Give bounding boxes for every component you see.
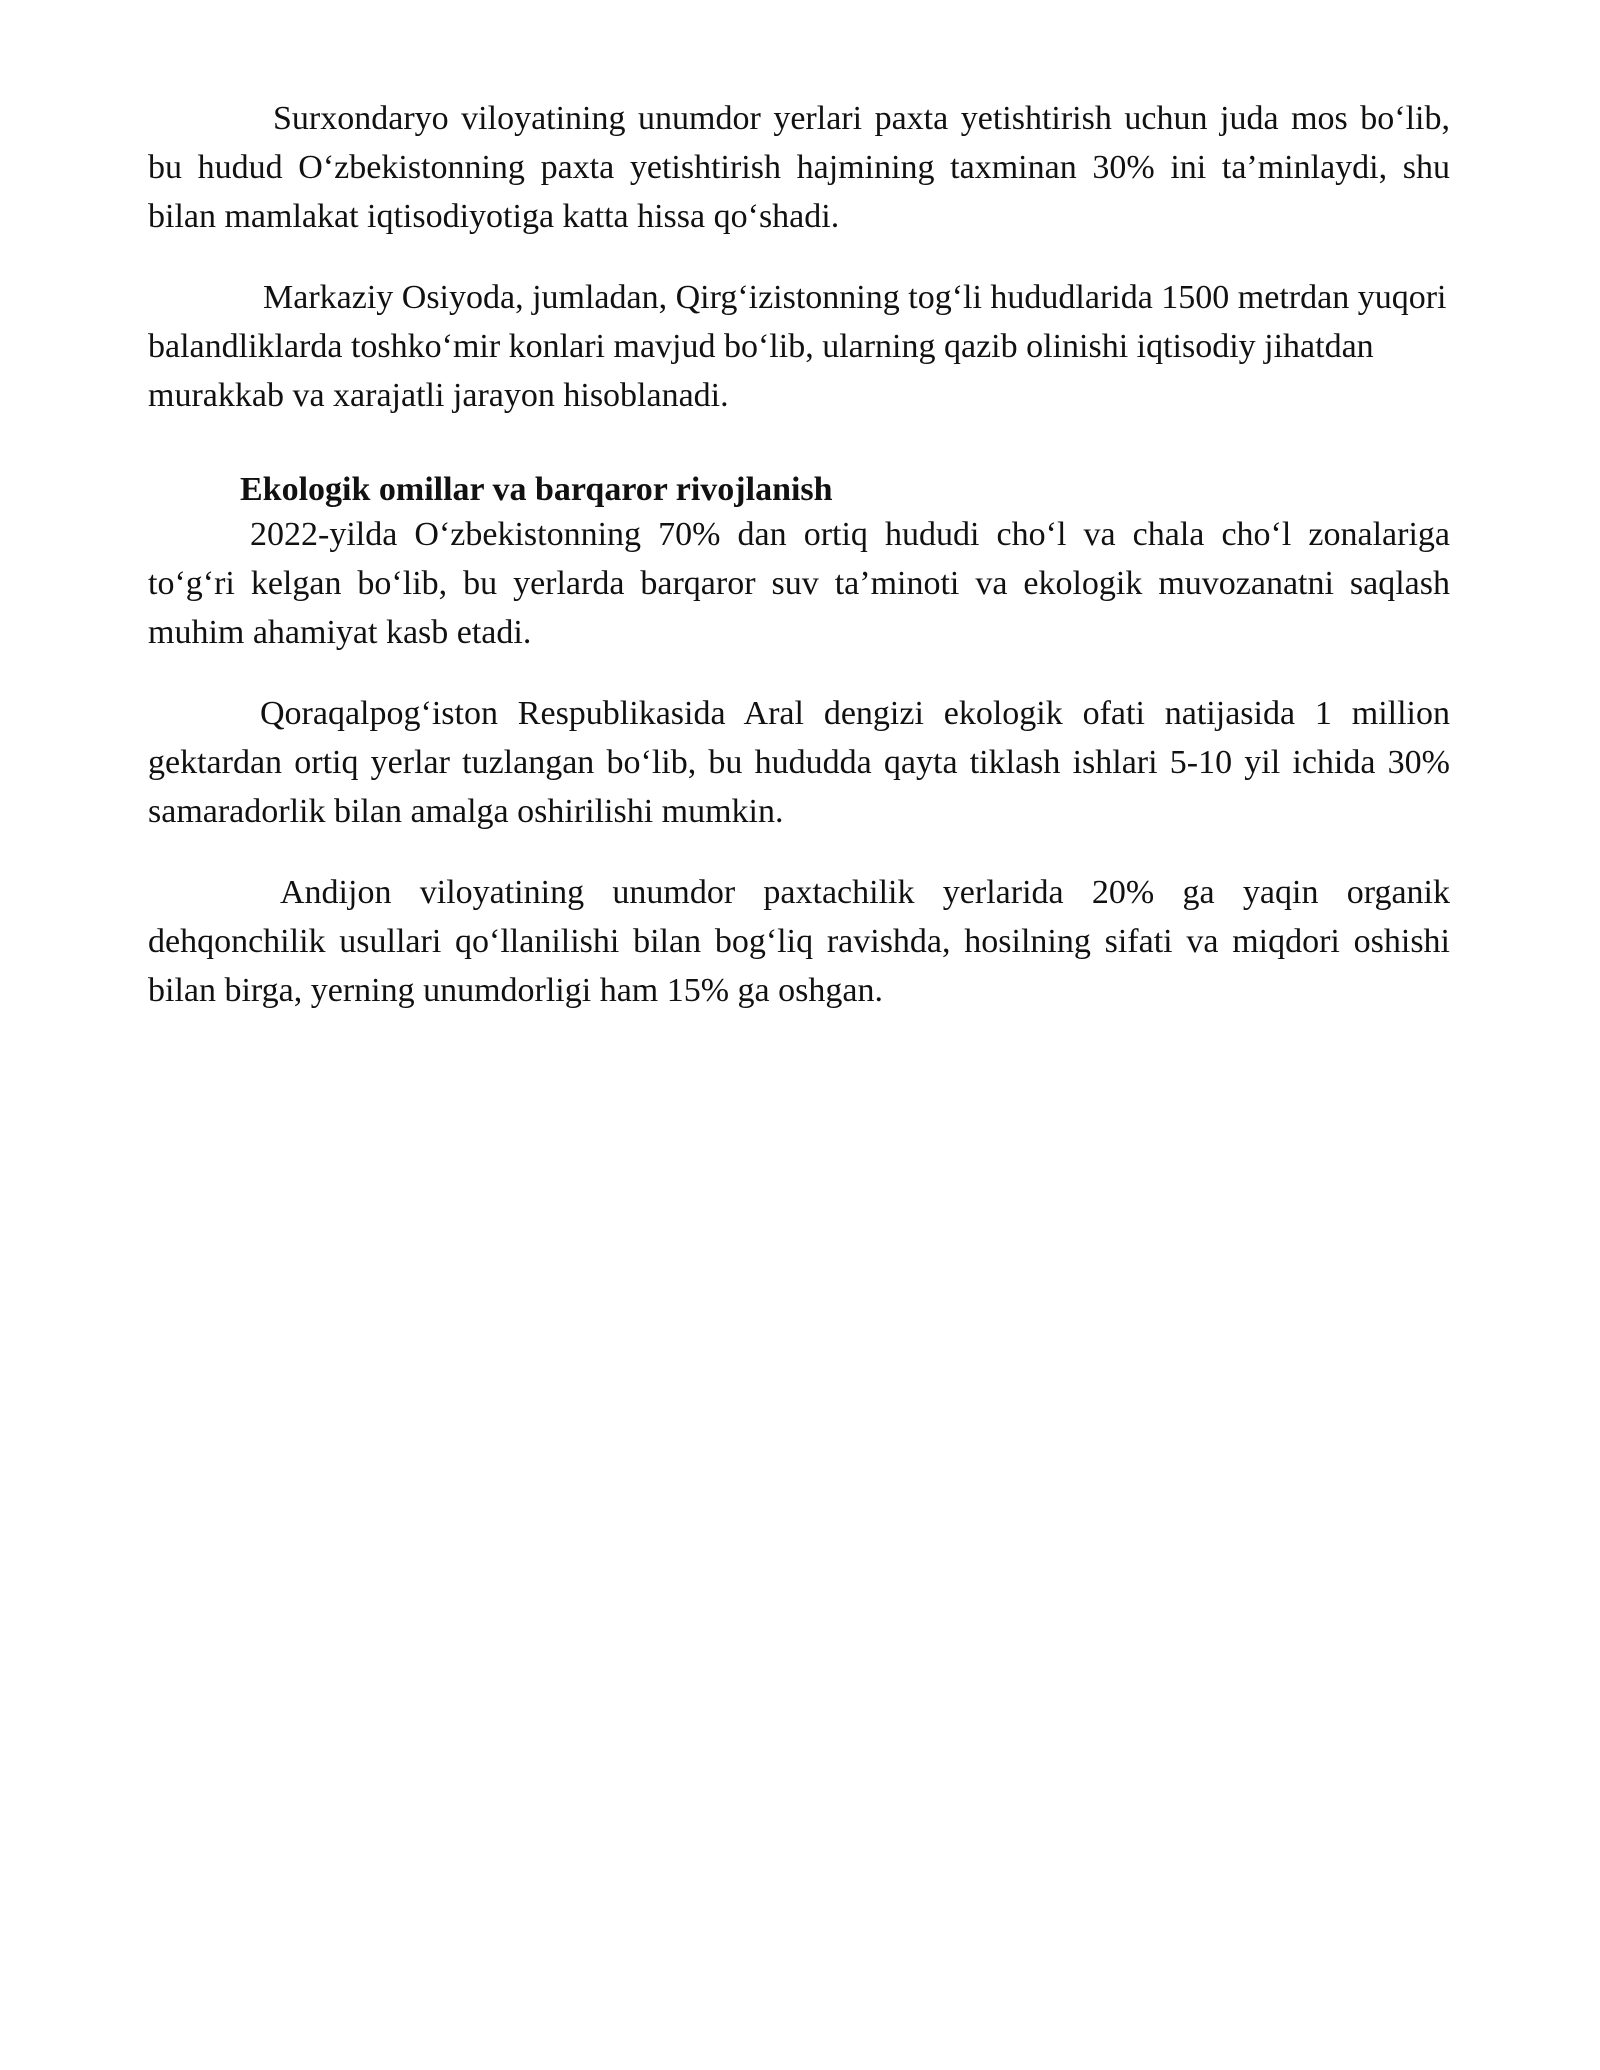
paragraph-surxondaryo: Surxondaryo viloyatining unumdor yerlari paxta yetishtirish uchun juda mos bo‘lib, bu hudud O‘zbekistonning paxta yetishtirish hajmining taxminan 30% ini ta’minlaydi, shu bilan mamlakat iqtisodiyotiga katta hissa qo‘shadi. — [148, 100, 1450, 235]
paragraph-andijon: Andijon viloyatining unumdor paxtachilik yerlarida 20% ga yaqin organik dehqonchilik usullari qo‘llanilishi bilan bog‘liq ravishda, hosilning sifati va miqdori oshishi bilan birga, yerning unumdorligi ham 15% ga oshgan. — [148, 874, 1450, 1009]
paragraph-2022-yilda: 2022-yilda O‘zbekistonning 70% dan ortiq hududi cho‘l va chala cho‘l zonalariga to‘g‘ri kelgan bo‘lib, bu yerlarda barqaror suv ta’minoti va ekologik muvozanatni saqlash muhim ahamiyat kasb etadi. — [148, 516, 1450, 651]
document-body — [148, 94, 1450, 1047]
paragraph-markaziy-osiyo: Markaziy Osiyoda, jumladan, Qirg‘izistonning tog‘li hududlarida 1500 metrdan yuqori balandliklarda toshko‘mir konlari mavjud bo‘lib, ularning qazib olinishi iqtisodiy jihatdan murakkab va xarajatli jarayon hisoblanadi. — [148, 279, 1447, 414]
section-heading: Ekologik omillar va barqaror rivojlanish — [240, 471, 833, 508]
paragraph-qoraqalpogiston: Qoraqalpog‘iston Respublikasida Aral dengizi ekologik ofati natijasida 1 million gektardan ortiq yerlar tuzlangan bo‘lib, bu hududda qayta tiklash ishlari 5-10 yil ichida 30% samaradorlik bilan amalga oshirilishi mumkin. — [148, 695, 1450, 830]
